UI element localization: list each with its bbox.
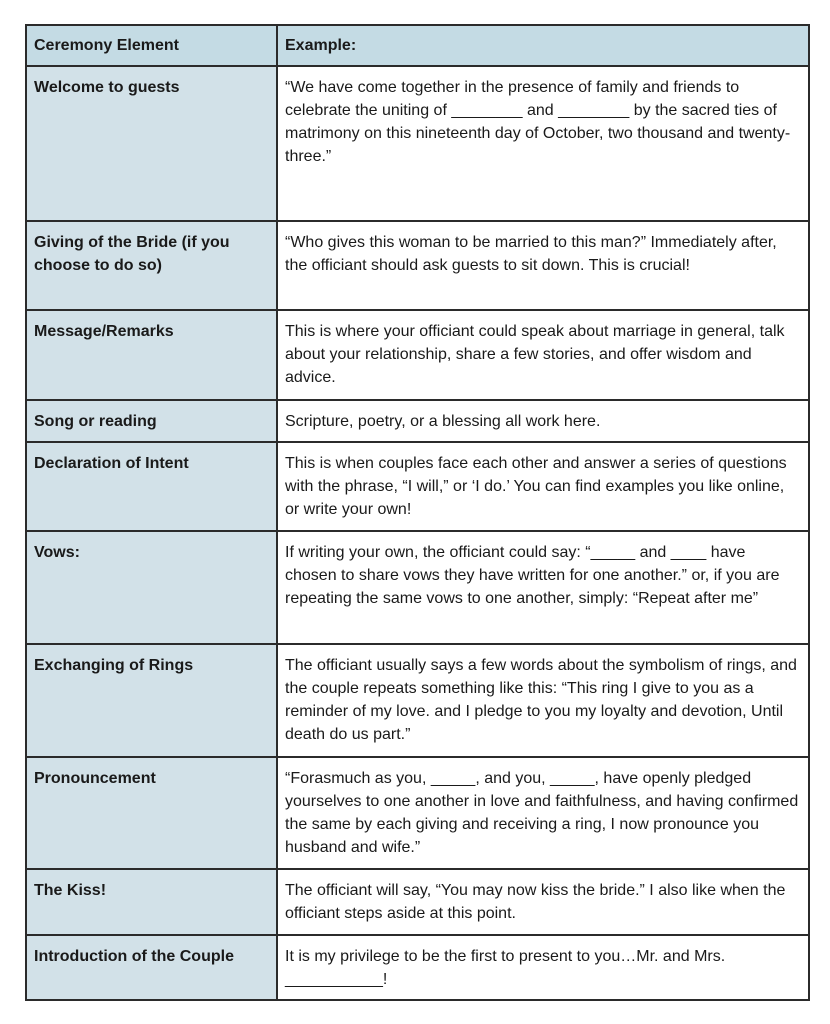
example-cell: “Who gives this woman to be married to this man?” Immediately after, the officiant should ask guests to sit down. This is crucial! bbox=[277, 221, 809, 310]
ceremony-table bbox=[25, 24, 810, 1001]
table-row bbox=[26, 442, 809, 531]
example-cell: It is my privilege to be the first to present to you…Mr. and Mrs. ___________! bbox=[277, 935, 809, 1000]
table-row bbox=[26, 221, 809, 310]
example-cell: “We have come together in the presence of family and friends to celebrate the uniting of ________ and ________ by the sacred ties of matrimony on this nineteenth day of October, two thousand and twenty-three.” bbox=[277, 66, 809, 221]
table-row bbox=[26, 400, 809, 442]
table-row bbox=[26, 66, 809, 221]
ceremony-element-cell: Declaration of Intent bbox=[26, 442, 277, 531]
table-row bbox=[26, 531, 809, 644]
ceremony-element-cell: Introduction of the Couple bbox=[26, 935, 277, 1000]
ceremony-element-cell: Pronouncement bbox=[26, 757, 277, 869]
example-cell: This is where your officiant could speak about marriage in general, talk about your relationship, share a few stories, and offer wisdom and advice. bbox=[277, 310, 809, 400]
column-header-ceremony-element: Ceremony Element bbox=[26, 25, 277, 66]
table-body bbox=[26, 66, 809, 1000]
ceremony-element-cell: Message/Remarks bbox=[26, 310, 277, 400]
table-row bbox=[26, 935, 809, 1000]
example-cell: If writing your own, the officiant could say: “_____ and ____ have chosen to share vows they have written for one another.” or, if you are repeating the same vows to one another, simply: “Repeat after me” bbox=[277, 531, 809, 644]
table-row bbox=[26, 869, 809, 935]
ceremony-element-cell: The Kiss! bbox=[26, 869, 277, 935]
ceremony-element-cell: Vows: bbox=[26, 531, 277, 644]
example-cell: The officiant will say, “You may now kiss the bride.” I also like when the officiant steps aside at this point. bbox=[277, 869, 809, 935]
table-header bbox=[26, 25, 809, 66]
ceremony-element-cell: Song or reading bbox=[26, 400, 277, 442]
column-header-example: Example: bbox=[277, 25, 809, 66]
ceremony-element-cell: Welcome to guests bbox=[26, 66, 277, 221]
example-cell: This is when couples face each other and answer a series of questions with the phrase, “I will,” or ‘I do.’ You can find examples you like online, or write your own! bbox=[277, 442, 809, 531]
table-row bbox=[26, 757, 809, 869]
table-row bbox=[26, 310, 809, 400]
ceremony-element-cell: Giving of the Bride (if you choose to do so) bbox=[26, 221, 277, 310]
ceremony-element-cell: Exchanging of Rings bbox=[26, 644, 277, 757]
example-cell: The officiant usually says a few words about the symbolism of rings, and the couple repeats something like this: “This ring I give to you as a reminder of my love. and I pledge to you my loyalty and devotion, Until death do us part.” bbox=[277, 644, 809, 757]
header-row bbox=[26, 25, 809, 66]
example-cell: Scripture, poetry, or a blessing all work here. bbox=[277, 400, 809, 442]
example-cell: “Forasmuch as you, _____, and you, _____, have openly pledged yourselves to one another in love and faithfulness, and having confirmed the same by each giving and receiving a ring, I now pronounce you husband and wife.” bbox=[277, 757, 809, 869]
table-row bbox=[26, 644, 809, 757]
